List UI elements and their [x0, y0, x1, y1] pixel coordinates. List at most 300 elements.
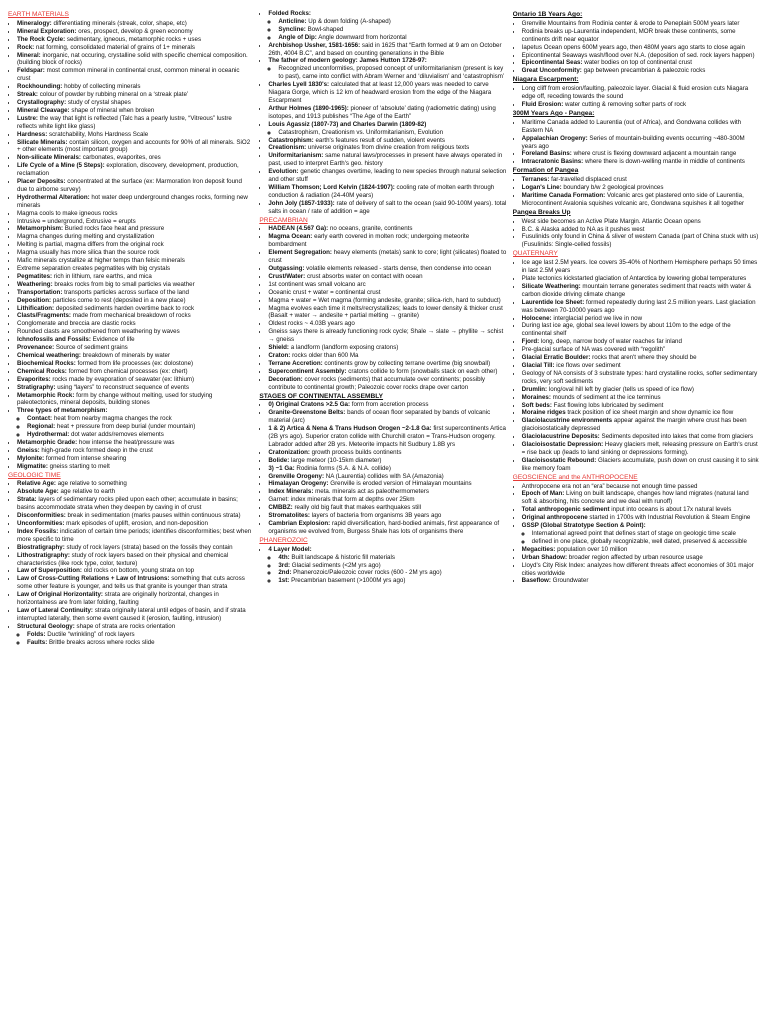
list-item: [522, 457, 760, 473]
definition: water cutting & removing softer parts of rock: [563, 100, 687, 108]
term: Logan's Line:: [521, 184, 562, 192]
definition: heavy elements (metals) sank to core; light (silicates) floated to crust: [268, 249, 507, 265]
list-item: [268, 10, 506, 42]
term: Absolute Age:: [17, 488, 59, 496]
term: Glaciolacustrine environments: [521, 417, 613, 425]
definition: cover rocks (sediments) that accumulate over continents; possibly contribute to continental growth; Paleozoic cover rocks drape over carton: [268, 375, 485, 391]
list-item: [522, 101, 760, 109]
definition: earth's features result of sudden, violent events: [313, 136, 445, 144]
term: Moraine ridges: [521, 409, 566, 417]
definition: Series of mountain-building events occurring ~480-300M years ago: [521, 134, 745, 150]
term: Mineral Cleavage:: [17, 106, 70, 114]
term: Gneiss:: [17, 446, 40, 454]
definition: rate of delivery of salt to the ocean (said 90-100M years). total salts in ocean / rate of addition = age: [268, 199, 507, 215]
term: John Joly (1857-1933):: [268, 199, 335, 207]
term: Louis Agassiz (1807-73) and Charles Darwin (1809-82): [268, 120, 427, 128]
column-2: [259, 10, 506, 1018]
definition: International agreed point that defines start of stage on geologic time scale: [531, 530, 736, 537]
term: Charles Lyell 1830's:: [268, 81, 330, 89]
term: Moraines:: [521, 393, 551, 401]
definition: hot water deep underground changes rocks, forming new minerals: [17, 193, 248, 209]
term: Law of Superposition:: [17, 567, 82, 575]
definition: water bodies on top of continental crust: [582, 59, 692, 67]
list-item: [17, 273, 253, 281]
term: Mineral:: [17, 51, 41, 59]
definition: breakdown of minerals by water: [80, 351, 171, 359]
term: Granite-Greenstone Belts:: [268, 409, 346, 417]
sub-list: [268, 18, 506, 42]
list-item: [522, 354, 760, 362]
bullet-list: [513, 259, 760, 472]
term: Chemical Rocks:: [17, 367, 67, 375]
list-item: [268, 265, 506, 273]
term: Regional:: [27, 423, 56, 431]
list-item: [522, 554, 760, 562]
list-item: [268, 368, 506, 376]
definition: colour of powder by rubbing mineral on a ‘streak plate’: [37, 91, 189, 99]
column-3: [513, 10, 760, 1018]
list-item: [268, 425, 506, 449]
definition: Long cliff from erosion/faulting, paleozoic layer. Glacial & fluid erosion cuts Niagara edge off, receding towards the sound: [521, 85, 749, 101]
term: Faults:: [27, 638, 48, 646]
term: Fluid Erosion:: [521, 100, 564, 108]
list-item: [17, 67, 253, 83]
bullet-list: [513, 176, 760, 208]
sub-list-item: [532, 538, 760, 546]
list-item: [522, 346, 760, 354]
bullet-list: [513, 218, 760, 250]
term: Silicate Minerals:: [17, 138, 68, 146]
definition: Iapetus Ocean opens 600M years ago, then 480M years ago starts to close again: [521, 43, 745, 51]
list-item: [268, 465, 506, 473]
term: Outgassing:: [268, 265, 305, 272]
list-item: [17, 305, 253, 313]
definition: Brittle breaks across where rocks slide: [47, 638, 155, 646]
list-item: [17, 528, 253, 544]
definition: Anthropocene era not an “era” because not enough time passed: [521, 482, 698, 490]
list-item: [522, 490, 760, 506]
term: Weathering:: [17, 280, 53, 288]
definition: Geology of NA consists of 3 substrate types: hard crystalline rocks, softer sedimentary rocks, very soft sediments: [521, 369, 758, 385]
section-heading: GEOSCIENCE and the ANTHROPOCENE: [512, 473, 638, 481]
list-item: [522, 218, 760, 226]
sub-list-item: [27, 631, 253, 639]
list-item: [268, 121, 506, 137]
term: The Rock Cycle:: [17, 35, 66, 43]
term: Streak:: [17, 91, 38, 99]
term: HADEAN (4.567 Ga):: [268, 225, 329, 233]
definition: Recognized unconformities, proposed concept of uniformitarianism (present is key to past), came into conflict with Abram Werner and ‘diluvialism’ and ‘catastrophism’: [278, 65, 505, 81]
definition: indication of certain time periods; identifies disconformities; best when more specific to time: [17, 527, 252, 543]
term: Terranes:: [521, 176, 550, 184]
list-item: [268, 273, 506, 281]
definition: Lloyd's City Risk Index: analyzes how different threats affect economies of 301 major cities worldwide: [521, 561, 754, 577]
definition: formed repeatedly during last 2.5 million years. Last glaciation was between 70-10000 years ago: [521, 298, 756, 314]
definition: layers of bacteria from organisms 3B years ago: [309, 512, 442, 520]
term: Crystallography:: [17, 98, 67, 106]
definition: Volcanic arcs get plastered onto side of Laurentia, Microcontinent Avalonia squishes volcanic arc, Gondwana squishes it all together: [521, 191, 745, 207]
list-item: [17, 265, 253, 273]
list-item: [17, 336, 253, 344]
definition: large meteor (10-15km diameter): [289, 456, 382, 464]
list-item: [17, 480, 253, 488]
term: Index Minerals:: [268, 488, 314, 496]
list-item: [522, 44, 760, 52]
term: Life Cycle of a Mine (5 Steps):: [17, 162, 105, 170]
bullet-list: [259, 10, 506, 216]
term: 1st:: [278, 577, 290, 585]
list-item: [522, 192, 760, 208]
list-item: [17, 225, 253, 233]
definition: rocks older than 600 Ma: [290, 351, 359, 359]
definition: ice flows over sediment: [554, 361, 621, 369]
list-item: [17, 623, 253, 647]
definition: exploration, discovery, development, production, reclamation: [17, 162, 239, 178]
term: Drumlin:: [521, 385, 548, 393]
definition: breaks rocks from big to small particles via weather: [52, 280, 195, 288]
term: Silicate Weathering:: [521, 282, 581, 290]
definition: Glacial sediments (<2M yrs ago): [290, 561, 381, 569]
term: Metamorphic Rock:: [17, 391, 75, 399]
term: Appalachian Orogeny:: [521, 134, 588, 142]
term: Total anthropogenic sediment: [521, 506, 610, 514]
definition: how intense the heat/pressure was: [77, 438, 175, 446]
term: Catastrophism:: [268, 136, 314, 144]
term: Laurentide Ice Sheet:: [521, 298, 585, 306]
sub-list-item: [278, 34, 506, 42]
list-item: [17, 344, 253, 352]
term: Urban Shadow:: [521, 553, 568, 561]
definition: Built landscape & historic fill materials: [289, 553, 395, 561]
list-item: [522, 283, 760, 299]
list-item: [522, 135, 760, 151]
list-item: [522, 299, 760, 315]
list-item: [17, 139, 253, 155]
list-item: [522, 514, 760, 522]
definition: Precambrian basement (>1000M yrs ago): [289, 577, 406, 585]
definition: long/oval hill left by glacier (tells us speed of ice flow): [547, 385, 694, 393]
term: Cambrian Explosion:: [268, 520, 331, 527]
term: Glacioisostatic Rebound:: [521, 456, 597, 464]
list-item: [17, 257, 253, 265]
list-item: [268, 305, 506, 321]
list-item: [522, 362, 760, 370]
term: Disconformities:: [17, 512, 66, 520]
list-item: [268, 105, 506, 121]
list-item: [522, 226, 760, 234]
list-item: [17, 218, 253, 226]
list-item: [17, 552, 253, 568]
definition: same natural laws/processes in present have always operated in past, used to interpret Earth's geo. history: [268, 152, 503, 168]
list-item: [268, 449, 506, 457]
list-item: [268, 360, 506, 368]
term: Epicontinental Seas:: [521, 59, 583, 67]
definition: strata originally lateral until edges of basin, and if strata interrupted laterally, then some event caused it (erosion, faulting, intrusion): [17, 606, 246, 622]
list-item: [522, 315, 760, 323]
definition: far-travelled displaced crust: [549, 176, 627, 184]
sub-list-item: [27, 639, 253, 647]
definition: Maritime Canada added to Laurentia (out of Africa), and Gondwana collides with Eastern NA: [521, 118, 742, 134]
definition: Catastrophism, Creationism vs. Uniformitarianism, Evolution: [278, 128, 444, 136]
term: Glacial Till:: [521, 361, 555, 369]
list-item: [268, 409, 506, 425]
section-heading: PHANEROZOIC: [259, 536, 308, 544]
definition: something that cuts across some other feature is younger, and tells us that granite is younger than strata: [17, 575, 245, 591]
sub-list-item: [278, 26, 506, 34]
section-heading: EARTH MATERIALS: [8, 11, 69, 18]
list-item: [17, 520, 253, 528]
definition: pioneer of ‘absolute’ dating (radiometric dating) using isotopes, and 1913 publishes “The Age of the Earth”: [268, 104, 496, 120]
term: Grenville Orogeny:: [268, 472, 325, 480]
sub-list-item: [27, 431, 253, 439]
definition: Up & down folding (A-shaped): [306, 17, 391, 25]
list-item: [17, 360, 253, 368]
list-item: [17, 99, 253, 107]
list-item: [17, 83, 253, 91]
definition: Grenville is eroded version of Himalayan mountains: [328, 480, 472, 488]
list-item: [522, 394, 760, 402]
bullet-list: [8, 480, 253, 646]
list-item: [522, 577, 760, 585]
definition: Bowl-shaped: [305, 25, 344, 33]
list-item: [268, 233, 506, 249]
definition: Phanerozoic/Paleozoic cover rocks (600 - 2M yrs ago): [291, 569, 442, 577]
list-item: [17, 312, 253, 320]
definition: high-grade rock formed deep in the crust: [39, 446, 153, 454]
list-item: [17, 328, 253, 336]
list-item: [522, 402, 760, 410]
list-item: [17, 28, 253, 36]
definition: using “layers” to reconstruct sequence of events: [55, 383, 189, 391]
subsection-heading: STAGES OF CONTINENTAL ASSEMBLY: [259, 392, 384, 400]
list-item: [268, 320, 506, 328]
term: William Thomson; Lord Kelvin (1824-1907):: [268, 183, 395, 191]
list-item: [522, 546, 760, 554]
definition: where there is down-welling mantle in middle of continents: [583, 158, 745, 166]
definition: Garnet: index minerals that form at depths over 25km: [268, 496, 415, 504]
bullet-list: [259, 401, 506, 535]
definition: meta. minerals act as paleothermometers: [313, 488, 429, 496]
list-item: [268, 480, 506, 488]
list-item: [522, 20, 760, 28]
term: 4 Layer Model:: [268, 545, 312, 553]
definition: Magma usually has more silica than the source rock: [17, 249, 160, 257]
definition: a landform (landform exposing cratons): [288, 344, 399, 352]
term: Lithostratigraphy:: [17, 551, 70, 559]
definition: Intrusive = underground, Extrusive = erupts: [17, 217, 136, 225]
definition: 1st continent was small volcano arc: [268, 280, 366, 288]
definition: Rodinia breaks up-Laurentia independent, MOR break these continents, some continents drift near equator: [521, 27, 736, 43]
term: Uniformitarianism:: [268, 152, 324, 160]
definition: old rocks on bottom, young strata on top: [81, 567, 195, 575]
list-item: [268, 144, 506, 152]
term: Rockhounding:: [17, 83, 63, 91]
list-item: [522, 233, 760, 249]
list-item: [522, 338, 760, 346]
list-item: [17, 575, 253, 591]
term: Strata:: [17, 496, 37, 504]
term: Pegmatites:: [17, 272, 53, 280]
list-item: [268, 184, 506, 200]
term: Great Unconformity:: [521, 67, 582, 75]
definition: layers of sedimentary rocks piled upon each other; accumulate in basins; basins accommodate strata when they deepen by caving in of crust: [17, 496, 238, 512]
definition: Rodinia forms (S.A. & N.A. collide): [294, 464, 391, 472]
definition: Evidence of life: [90, 336, 135, 344]
bullet-list: [513, 119, 760, 166]
list-item: [268, 520, 506, 536]
term: Foreland Basins:: [521, 150, 572, 158]
term: Mineralogy:: [17, 19, 52, 27]
list-item: [522, 562, 760, 578]
term: Mylonite:: [17, 454, 45, 462]
list-item: [17, 91, 253, 99]
definition: bands of ocean floor separated by bands of volcanic material (arc): [268, 409, 491, 425]
definition: Plate tectonics kickstarted glaciation of Antarctica by lowering global temperatures: [521, 275, 747, 282]
sub-list-item: [27, 415, 253, 423]
term: Cratonization:: [268, 448, 310, 456]
sub-list: [268, 129, 506, 137]
definition: Fusulinids only found in China & sliver of western Canada (part of China stuck with us) (Fusulinids: Single-celled fossils): [521, 233, 759, 249]
section-heading: GEOLOGIC TIME: [8, 471, 61, 479]
definition: formed from chemical processes (ex: chert): [66, 367, 188, 375]
term: Hydrothermal:: [27, 431, 70, 439]
list-item: [268, 297, 506, 305]
list-item: [268, 57, 506, 81]
subsection-heading: Pangea Breaks Up: [512, 208, 571, 216]
term: Migmatite:: [17, 462, 48, 470]
term: Unconformities:: [17, 520, 65, 527]
list-item: [17, 107, 253, 115]
term: 3rd:: [278, 561, 291, 569]
definition: broader region affected by urban resource usage: [567, 553, 703, 561]
list-item: [17, 455, 253, 463]
definition: Angle downward from horizontal: [316, 33, 407, 41]
list-item: [522, 409, 760, 417]
bullet-list: [259, 225, 506, 391]
sub-list-item: [278, 562, 506, 570]
definition: break in sedimentation (marks pauses within continuous strata): [65, 512, 241, 520]
term: Transportation:: [17, 288, 63, 296]
list-item: [17, 496, 253, 512]
definition: first supercontinents Artica (2B yrs ago). Superior craton collide with Churchill craton = Trans-Hudson orogeny. Labrador added after 2B yrs. Meteorite impacts hit Sudbury 1.8B yrs: [268, 425, 506, 448]
term: Placer Deposits:: [17, 178, 66, 186]
definition: dot water adds/removes elements: [69, 431, 164, 439]
term: Stratigraphy:: [17, 383, 56, 391]
definition: growth process builds continents: [309, 448, 402, 456]
list-item: [522, 67, 760, 75]
definition: shape of strata are rocks orientation: [74, 622, 176, 630]
term: Arthur Holmes (1890-1965):: [268, 104, 349, 112]
definition: gap between precambrian & paleozoic rocks: [581, 67, 706, 75]
list-item: [17, 154, 253, 162]
list-item: [17, 178, 253, 194]
definition: started in 1700s with Industrial Revolution & Steam Engine: [587, 514, 751, 522]
term: Crust/Water:: [268, 272, 306, 280]
definition: particles come to rest (deposited in a new place): [51, 296, 186, 304]
term: Magma Ocean:: [268, 233, 313, 241]
list-item: [17, 567, 253, 575]
term: Lithification:: [17, 304, 55, 312]
term: Original anthropocene: [521, 514, 588, 522]
list-item: [17, 384, 253, 392]
term: 0) Original Cratons >2.5 Ga:: [268, 401, 351, 409]
term: Folded Rocks:: [268, 10, 311, 17]
definition: early earth covered in molten rock; undergoing meteorite bombardment: [268, 233, 470, 249]
list-item: [522, 322, 760, 338]
list-item: [522, 441, 760, 457]
list-item: [17, 249, 253, 257]
term: Metamorphic Grade:: [17, 438, 78, 446]
term: Provenance:: [17, 344, 55, 352]
term: Folds:: [27, 630, 46, 638]
definition: study of rock layers based on their physical and chemical characteristics (like rock type, color, texture): [17, 551, 229, 567]
list-item: [268, 249, 506, 265]
definition: crust absorbs water on contact with ocean: [305, 272, 423, 280]
list-item: [17, 131, 253, 139]
definition: Living on built landscape, changes how land migrates (natural land soft & absorbing, hits concrete and we deal with runoff): [521, 490, 749, 506]
list-item: [268, 504, 506, 512]
definition: Conglomerate and breccia are clastic rocks: [17, 320, 136, 328]
term: Intracratonic Basins:: [521, 158, 584, 166]
definition: the way that light is reflected (Talc has a pearly lustre, “Vitreous” lustre reflects white light like glass): [17, 114, 232, 130]
list-item: [268, 376, 506, 392]
sub-list: [17, 631, 253, 647]
definition: Magma changes during melting and crystallization: [17, 233, 155, 241]
term: Archbishop Ussher, 1581-1656:: [268, 41, 361, 49]
list-item: [17, 463, 253, 471]
list-item: [522, 417, 760, 433]
list-item: [17, 233, 253, 241]
list-item: [268, 496, 506, 504]
definition: mounds of sediment at the ice terminus: [550, 393, 661, 401]
term: 2nd:: [278, 569, 292, 577]
definition: sedimentary, igneous, metamorphic rocks + uses: [65, 35, 202, 43]
definition: Sediments deposited into lakes that come from glaciers: [599, 433, 754, 441]
definition: Melting is partial, magma differs from the original rock: [17, 241, 164, 249]
definition: Extreme separation creates pegmatites with big crystals: [17, 265, 171, 272]
list-item: [522, 522, 760, 546]
term: Terrane Accretion:: [268, 359, 323, 367]
definition: Buried rocks face heat and pressure: [63, 225, 165, 233]
definition: Rounded clasts are smoothened from weathering by waves: [17, 328, 180, 336]
sub-list-item: [27, 423, 253, 431]
term: CMBBZ:: [268, 504, 293, 512]
section-heading: PRECAMBRIAN: [259, 216, 308, 224]
list-item: [522, 85, 760, 101]
definition: Glaciers accumulate, push down on crust causing it to sink like memory foam: [521, 456, 759, 472]
definition: During last ice age, global sea level lowers by about 110m to the edge of the continental shelf: [521, 322, 731, 338]
list-item: [268, 168, 506, 184]
definition: contain silicon, oxygen and accounts for 90% of all minerals. SiO2 + other elements (most important group): [17, 138, 251, 154]
definition: Mafic minerals crystallize at higher temps than felsic minerals: [17, 257, 185, 265]
term: Law of Cross-Cutting Relations + Law of Intrusions:: [17, 575, 170, 583]
definition: track position of ice sheet margin and show dynamic ice flow: [565, 409, 734, 417]
term: Craton:: [268, 351, 291, 359]
definition: Oldest rocks ~ 4.03B years ago: [268, 320, 355, 328]
term: Fjord:: [521, 338, 540, 346]
subsection-heading: Niagara Escarpment:: [512, 76, 579, 84]
list-item: [522, 259, 760, 275]
definition: interglacial period we live in now: [551, 314, 643, 322]
definition: Oceanic crust + water = continental crust: [268, 288, 381, 296]
definition: Magma cools to make igneous rocks: [17, 209, 118, 217]
term: Holocene:: [521, 314, 552, 322]
definition: age relative to earth: [58, 488, 116, 496]
list-item: [17, 289, 253, 297]
definition: West side becomes an Active Plate Margin. Atlantic Ocean opens: [521, 217, 701, 225]
list-item: [268, 81, 506, 105]
term: Biostratigraphy:: [17, 543, 65, 551]
